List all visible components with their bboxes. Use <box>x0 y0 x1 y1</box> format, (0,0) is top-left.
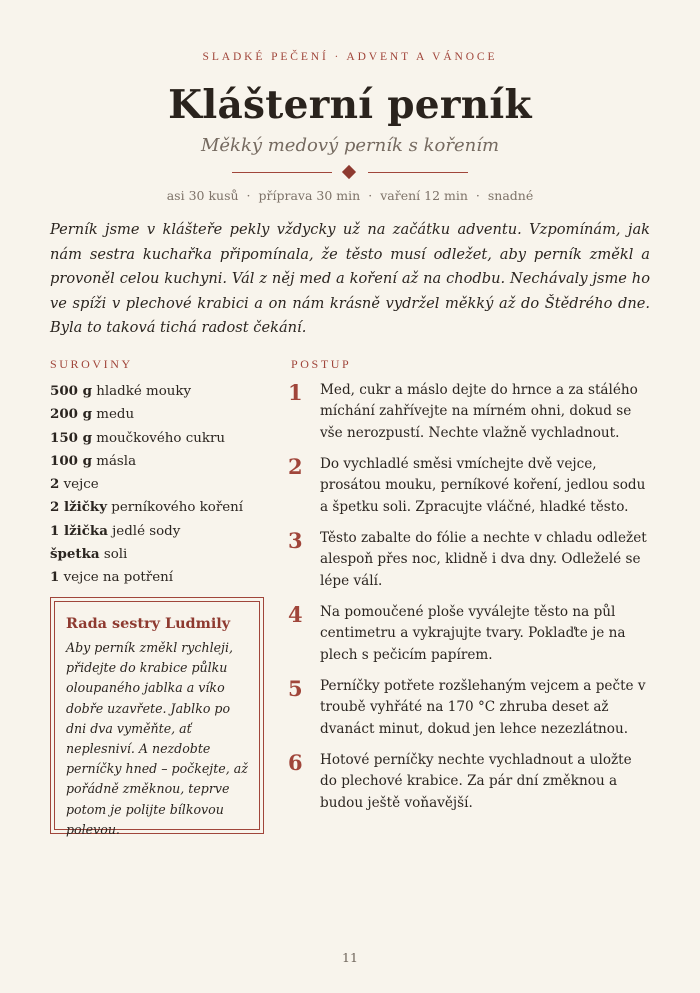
tip-text: Aby perník změkl rychleji, přidejte do krabice půlku oloupaného jablka a víko dobře uzavřete. Jablko po dni dva vyměňte, ať neplesniví. A nezdobte perníčky hned – počkejte, až pořádně změknou, teprve potom je polijte bílkovou polevou. <box>66 640 248 837</box>
diamond-icon <box>342 165 356 179</box>
step-text: Perníčky potřete rozšlehaným vejcem a pečte v troubě vyhřáté na 170 °C zhruba deset až dvanáct minut, dokud jen lehce nezezlátnou. <box>320 678 646 737</box>
ingredient-item <box>50 566 270 589</box>
ornament-line-left <box>232 172 332 173</box>
ingredient-item <box>50 427 270 450</box>
ingredient-item <box>50 450 270 473</box>
step-text: Těsto zabalte do fólie a nechte v chladu odležet alespoň přes noc, klidně i dva dny. Odleželé se lépe válí. <box>320 530 647 589</box>
ingredient-qty: 2 <box>50 476 60 493</box>
ingredient-qty: 150 g <box>50 429 92 446</box>
ornament-divider <box>232 164 468 180</box>
ingredient-name: jedlé sody <box>112 523 181 539</box>
ingredient-item <box>50 496 270 519</box>
ingredient-name: vejce na potření <box>63 570 174 586</box>
ingredient-name: hladké mouky <box>96 384 192 399</box>
ingredient-item <box>50 520 270 543</box>
step-text: Hotové perníčky nechte vychladnout a uložte do plechové krabice. Za pár dní změknou a budou ještě voňavější. <box>320 752 632 811</box>
ingredient-name: másla <box>96 453 137 469</box>
meta-separator: · <box>475 188 480 203</box>
ingredient-name: moučkového cukru <box>96 430 226 446</box>
tip-title: Rada sestry Ludmily <box>66 615 231 632</box>
step-text: Na pomoučené ploše vyválejte těsto na půl centimetru a vykrajujte tvary. Poklaďte je na plech s pečicím papírem. <box>320 604 626 663</box>
ingredient-qty: 500 g <box>50 383 92 399</box>
tip-box <box>50 597 264 837</box>
ingredient-qty: špetka <box>50 546 100 563</box>
tip-box-inner <box>54 601 260 837</box>
ingredient-qty: 2 lžičky <box>50 499 107 516</box>
ingredient-name: perníkového koření <box>111 500 244 516</box>
recipe-subtitle: Měkký medový perník s kořením <box>200 135 500 156</box>
ingredient-item <box>50 473 270 496</box>
ingredient-item <box>50 543 270 566</box>
meta-cook-time: vaření 12 min <box>380 188 468 203</box>
page-number: 11 <box>342 950 358 965</box>
recipe-title: Klášterní perník <box>168 82 532 128</box>
meta-yield: asi 30 kusů <box>166 188 239 203</box>
ingredients-list <box>50 380 270 590</box>
meta-separator: · <box>368 188 373 203</box>
intro-paragraph: Perník jsme v klášteře pekly vždycky už na začátku adventu. Vzpomínám, jak nám sestra kuchařka připomínala, že těsto musí odležet, aby perník změkl a provoněl celou kuchyni. Vál z něj med a koření až na chodbu. Nechávaly jsme ho ve spíži v plechové krabici a on nám krásně vydržel měkký až do Štědrého dne. Byla to taková tichá radost čekání. <box>50 221 650 337</box>
ingredient-qty: 100 g <box>50 452 92 469</box>
ingredient-qty: 1 lžička <box>50 522 108 539</box>
ingredient-qty: 1 <box>50 569 60 586</box>
step-number: 4 <box>288 602 303 627</box>
step-number: 6 <box>288 750 303 775</box>
ornament-line-right <box>368 172 468 173</box>
recipe-meta <box>0 188 700 203</box>
step-number: 2 <box>288 454 303 479</box>
procedure-heading: POSTUP <box>291 357 352 371</box>
ingredients-heading: SUROVINY <box>50 357 133 371</box>
ingredient-name: vejce <box>63 477 99 493</box>
step-text: Do vychladlé směsi vmíchejte dvě vejce, prosátou mouku, perníkové koření, jedlou sodu a špetku soli. Zpracujte vláčné, hladké těsto. <box>320 456 646 515</box>
meta-separator: · <box>246 188 251 203</box>
ingredient-qty: 200 g <box>50 406 92 423</box>
step-text: Med, cukr a máslo dejte do hrnce a za stálého míchání zahřívejte na mírném ohni, dokud se vše nerozpustí. Nechte vlažně vychladnout. <box>320 382 638 441</box>
step-number: 5 <box>288 676 303 701</box>
step-number: 3 <box>288 528 303 553</box>
meta-prep-time: příprava 30 min <box>258 188 361 203</box>
ingredient-item <box>50 380 270 403</box>
category-kicker: SLADKÉ PEČENÍ · ADVENT A VÁNOCE <box>202 51 498 63</box>
ingredient-item <box>50 403 270 426</box>
ingredient-name: soli <box>103 547 128 563</box>
step-number: 1 <box>288 380 303 405</box>
ingredient-name: medu <box>96 407 135 423</box>
meta-difficulty: snadné <box>487 188 534 203</box>
